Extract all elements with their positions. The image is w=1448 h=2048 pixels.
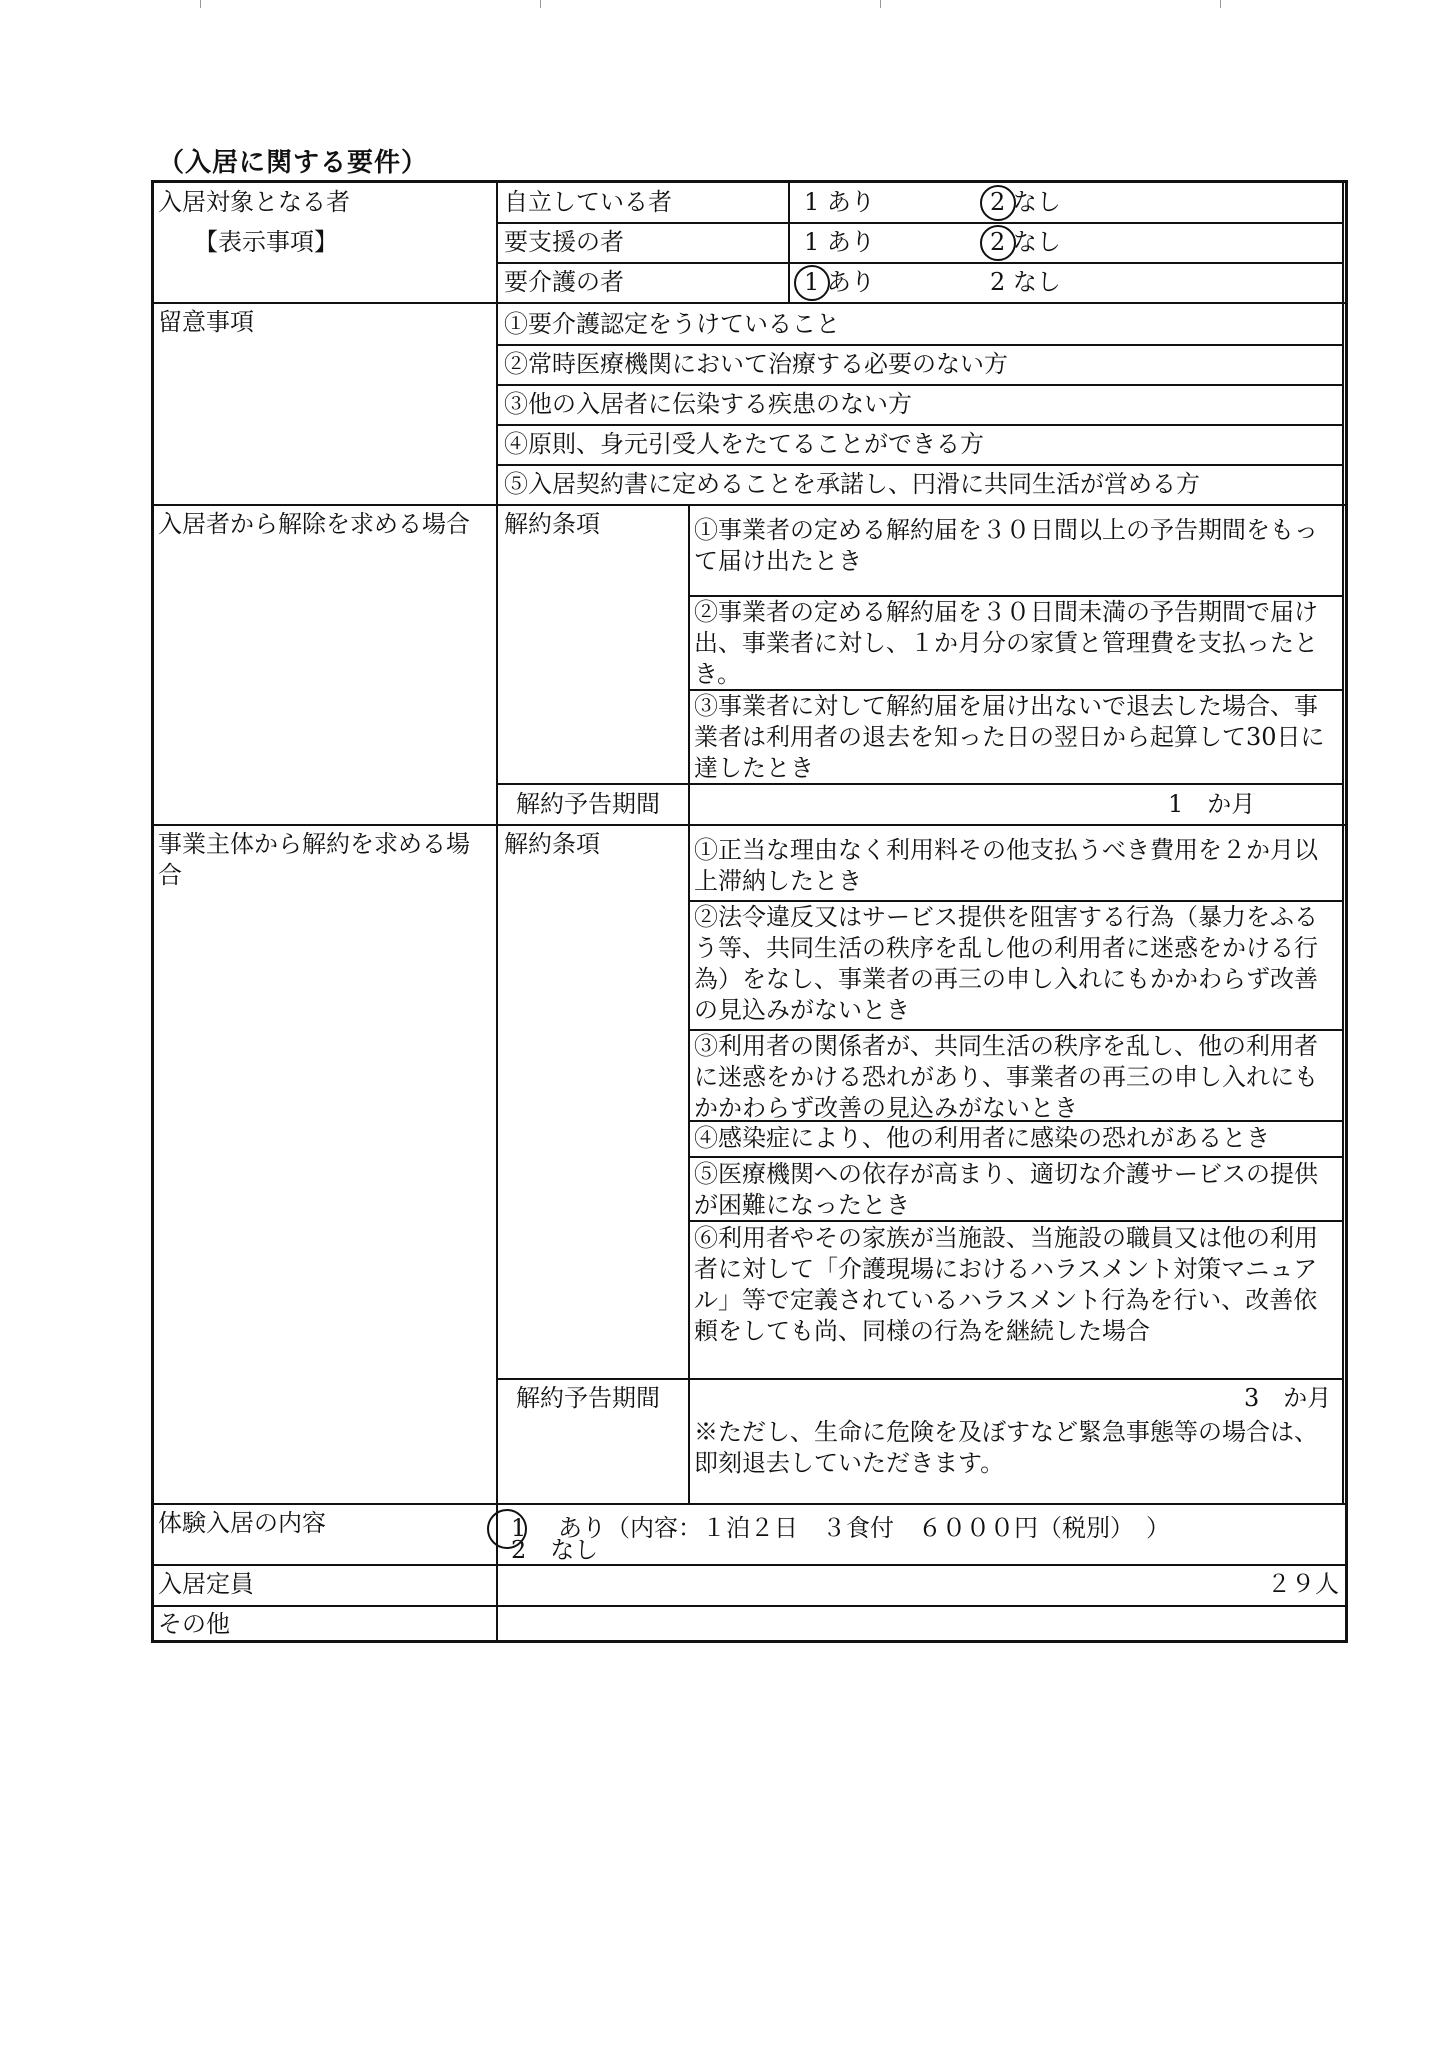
hline	[154, 1564, 1348, 1566]
target-row-name: 要支援の者	[504, 228, 624, 256]
clause-label: 解約条項	[504, 510, 600, 538]
trial-option-no: 2 なし	[511, 1536, 599, 1564]
target-label: 入居対象となる者	[158, 188, 350, 216]
divider-right-inner	[1342, 183, 1344, 1505]
requirements-table	[151, 180, 1348, 1643]
divider-clauses	[688, 505, 690, 1505]
scan-mark	[880, 0, 881, 8]
note-item: ②常時医療機関において治療する必要のない方	[504, 350, 1008, 378]
hline	[688, 1156, 1344, 1158]
hline	[154, 1605, 1348, 1607]
target-option-no: 2 なし	[990, 188, 1061, 216]
notice-period-label: 解約予告期間	[516, 1384, 660, 1412]
target-option-no: 2 なし	[990, 228, 1061, 256]
operator-termination-label: 事業主体から解約を求める場合	[158, 830, 470, 889]
hline	[496, 1378, 1344, 1380]
selection-circle	[980, 185, 1016, 221]
clause-item: ①事業者の定める解約届を３０日間以上の予告期間をもって届け出たとき	[694, 516, 1318, 575]
scan-mark	[1220, 0, 1221, 8]
target-option-yes: 1 あり	[804, 268, 875, 296]
notice-period-label: 解約予告期間	[516, 790, 660, 818]
trial-label: 体験入居の内容	[158, 1509, 326, 1537]
hline	[496, 424, 1344, 426]
hline	[154, 504, 1348, 506]
hline	[154, 1503, 1348, 1505]
target-option-yes: 1 あり	[804, 228, 875, 256]
hline	[496, 222, 1344, 224]
target-row-name: 要介護の者	[504, 268, 624, 296]
clause-item: ②法令違反又はサービス提供を阻害する行為（暴力をふるう等、共同生活の秩序を乱し他の利用者に迷惑をかける行為）をなし、事業者の再三の申し入れにもかかわらず改善の見込みがないとき	[694, 903, 1318, 1024]
clause-item: ①正当な理由なく利用料その他支払うべき費用を２か月以上滞納したとき	[694, 836, 1318, 895]
divider-main	[496, 183, 498, 1643]
clause-item: ③利用者の関係者が、共同生活の秩序を乱し、他の利用者に迷惑をかける恐れがあり、事業者の再三の申し入れにもかかわらず改善の見込みがないとき	[694, 1032, 1318, 1122]
note-item: ④原則、身元引受人をたてることができる方	[504, 430, 984, 458]
hline	[154, 302, 1348, 304]
notes-label: 留意事項	[158, 308, 254, 336]
target-option-no: 2 なし	[990, 268, 1061, 296]
hline	[496, 262, 1344, 264]
hline	[496, 464, 1344, 466]
section-heading: （入居に関する要件）	[158, 148, 429, 178]
notice-period-value: 3 か月	[1244, 1384, 1332, 1412]
capacity-label: 入居定員	[158, 1570, 254, 1598]
selection-circle	[794, 265, 830, 301]
divider-target	[788, 183, 790, 303]
trial-option-yes: あり（内容：１泊２日 ３食付 ６０００円（税別） ）	[558, 1514, 1170, 1542]
clause-item: ⑥利用者やその家族が当施設、当施設の職員又は他の利用者に対して「介護現場におけるハラスメント対策マニュアル」等で定義されているハラスメント行為を行い、改善依頼をしても尚、同様の行為を継続した場合	[694, 1224, 1318, 1345]
hline	[496, 384, 1344, 386]
hline	[154, 824, 1348, 826]
note-item: ①要介護認定をうけていること	[504, 310, 840, 338]
target-row-name: 自立している者	[504, 188, 672, 216]
target-option-yes: 1 あり	[804, 188, 875, 216]
capacity-value: ２９人	[1267, 1570, 1339, 1598]
trial-option-yes-number: 1	[511, 1514, 527, 1542]
clause-item: ④感染症により、他の利用者に感染の恐れがあるとき	[694, 1124, 1270, 1152]
clause-item: ②事業者の定める解約届を３０日間未満の予告期間で届け出、事業者に対し、１か月分の家賃と管理費を支払ったとき。	[694, 598, 1318, 688]
hline	[496, 344, 1344, 346]
selection-circle	[980, 225, 1016, 261]
target-sublabel: 【表示事項】	[194, 228, 338, 256]
scan-mark	[200, 0, 201, 8]
notice-period-note: ※ただし、生命に危険を及ぼすなど緊急事態等の場合は、即刻退去していただきます。	[694, 1418, 1318, 1477]
clause-item: ③事業者に対して解約届を届け出ないで退去した場合、事業者は利用者の退去を知った日の翌日から起算して30日に達したとき	[694, 692, 1325, 782]
clause-label: 解約条項	[504, 830, 600, 858]
scan-mark	[540, 0, 541, 8]
resident-termination-label: 入居者から解除を求める場合	[158, 510, 470, 538]
other-label: その他	[158, 1610, 230, 1638]
notice-period-value: 1 か月	[1168, 790, 1256, 818]
note-item: ⑤入居契約書に定めることを承諾し、円滑に共同生活が営める方	[504, 470, 1200, 498]
clause-item: ⑤医療機関への依存が高まり、適切な介護サービスの提供が困難になったとき	[694, 1160, 1318, 1219]
note-item: ③他の入居者に伝染する疾患のない方	[504, 390, 912, 418]
